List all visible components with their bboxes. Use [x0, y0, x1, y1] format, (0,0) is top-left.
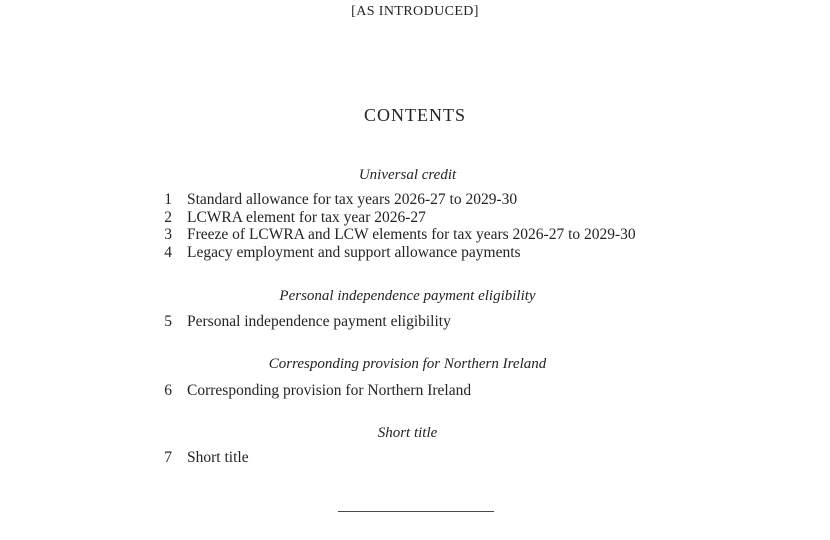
toc-item-label: Legacy employment and support allowance payments — [187, 243, 521, 261]
toc-section-short-title — [150, 424, 665, 467]
toc-item — [150, 191, 665, 209]
section-items — [150, 313, 665, 331]
toc-item-label: Freeze of LCWRA and LCW elements for tax years 2026-27 to 2029-30 — [187, 226, 636, 243]
section-items — [150, 449, 665, 467]
table-of-contents — [150, 166, 665, 467]
toc-item — [150, 244, 665, 262]
toc-item-number: 1 — [164, 191, 172, 208]
section-heading: Universal credit — [358, 167, 457, 183]
section-items — [150, 191, 665, 261]
toc-item-number: 6 — [164, 381, 172, 399]
section-items — [150, 382, 665, 400]
contents-title: CONTENTS — [364, 105, 466, 125]
toc-item — [150, 209, 665, 227]
section-heading: Corresponding provision for Northern Ireland — [268, 355, 547, 372]
toc-item-label: Short title — [187, 449, 249, 466]
toc-item-label: Personal independence payment eligibility — [187, 313, 451, 330]
toc-item-number: 4 — [164, 243, 172, 261]
footer-rule — [338, 511, 494, 512]
toc-item-number: 5 — [164, 313, 172, 330]
toc-item-label: LCWRA element for tax year 2026-27 — [187, 208, 426, 226]
toc-item-number: 2 — [164, 208, 172, 226]
as-introduced-marker: [AS INTRODUCED] — [351, 4, 479, 19]
toc-section-pip-eligibility — [150, 287, 665, 331]
toc-item — [150, 449, 665, 467]
toc-item-number: 7 — [164, 449, 172, 466]
toc-section-northern-ireland — [150, 355, 665, 400]
toc-section-universal-credit — [150, 166, 665, 261]
toc-item — [150, 382, 665, 400]
toc-item-number: 3 — [164, 226, 172, 243]
toc-item — [150, 226, 665, 244]
toc-item-label: Standard allowance for tax years 2026-27 to 2029-30 — [187, 191, 518, 208]
section-heading: Short title — [377, 425, 438, 441]
section-heading: Personal independence payment eligibility — [279, 288, 536, 304]
toc-item — [150, 313, 665, 331]
toc-item-label: Corresponding provision for Northern Ireland — [187, 381, 472, 399]
